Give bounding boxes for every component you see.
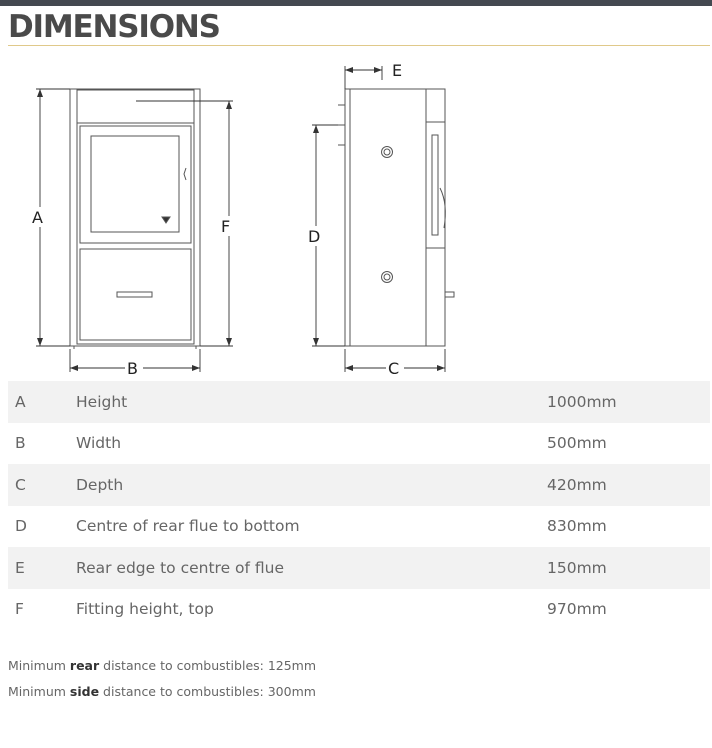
label-e: E (392, 61, 403, 80)
table-row (8, 506, 710, 548)
table-row (8, 464, 710, 506)
row-letter: F (15, 600, 24, 619)
page-title: DIMENSIONS (8, 9, 220, 45)
label-d: D (308, 227, 321, 246)
label-f: F (221, 217, 231, 236)
row-label: Depth (76, 475, 124, 494)
row-value: 830mm (547, 517, 607, 536)
label-a: A (32, 208, 43, 227)
row-letter: E (15, 558, 25, 577)
top-bar (0, 0, 712, 6)
row-letter: A (15, 392, 26, 411)
stove-front-view (70, 89, 200, 349)
note-emphasis: side (69, 684, 100, 699)
dimensions-table (8, 381, 710, 630)
row-letter: C (15, 475, 26, 494)
row-value: 1000mm (547, 392, 617, 411)
side-clearance-note (8, 681, 316, 707)
row-label: Rear edge to centre of flue (76, 558, 285, 577)
title-divider (8, 45, 710, 46)
table-row (8, 589, 710, 631)
row-letter: B (15, 434, 26, 453)
note-suffix: distance to combustibles: 300mm (99, 684, 316, 699)
label-c: C (388, 359, 400, 378)
table-row (8, 547, 710, 589)
row-value: 150mm (547, 558, 607, 577)
row-label: Width (76, 434, 122, 453)
dimensions-diagram (0, 55, 712, 380)
table-row (8, 381, 710, 423)
row-value: 420mm (547, 475, 607, 494)
note-suffix: distance to combustibles: 125mm (99, 658, 317, 673)
label-b: B (127, 359, 138, 378)
row-label: Centre of rear flue to bottom (76, 517, 300, 536)
note-prefix: Minimum (8, 658, 70, 673)
note-prefix: Minimum (8, 684, 70, 699)
row-letter: D (15, 517, 27, 536)
row-value: 500mm (547, 434, 607, 453)
rear-clearance-note (8, 655, 316, 681)
note-emphasis: rear (69, 658, 100, 673)
row-label: Fitting height, top (76, 600, 214, 619)
row-label: Height (76, 392, 128, 411)
row-value: 970mm (547, 600, 607, 619)
table-row (8, 423, 710, 465)
stove-side-view (338, 89, 454, 346)
clearance-notes (8, 655, 316, 707)
